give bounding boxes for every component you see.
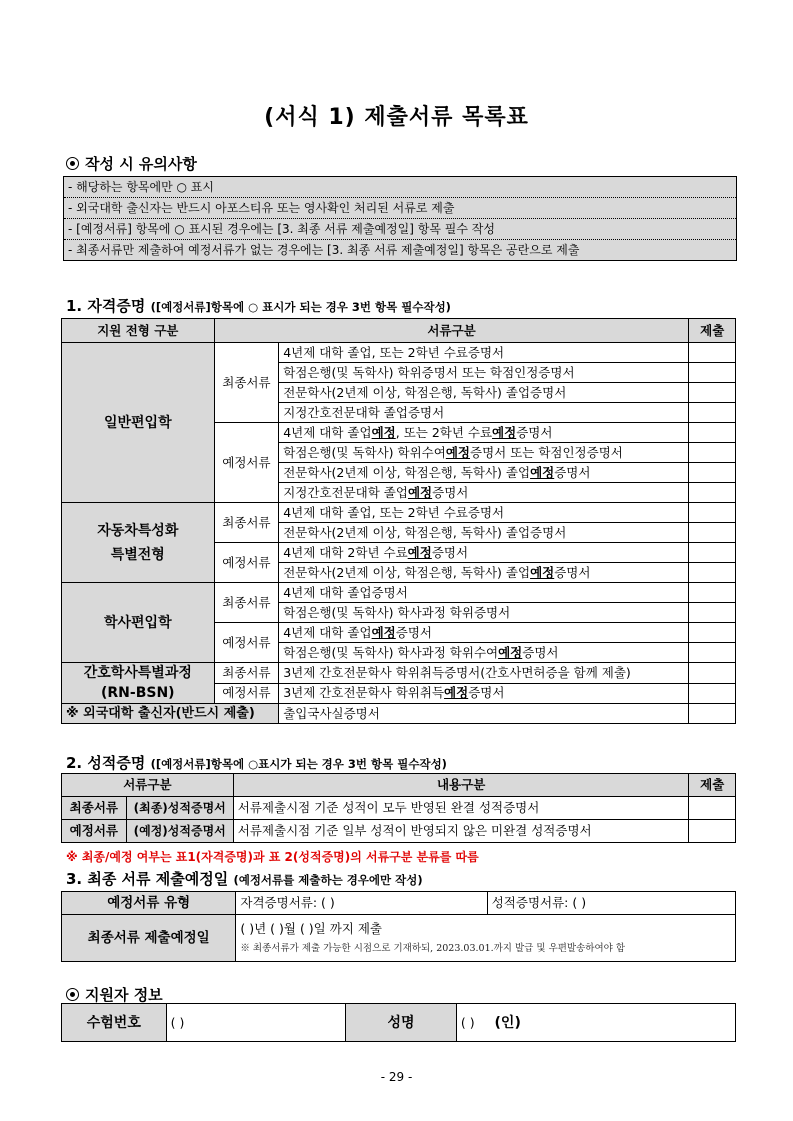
doc-row: 지정간호전문대학 졸업예정증명서 bbox=[279, 483, 689, 503]
final-label: 최종서류 bbox=[214, 503, 279, 543]
date-note: ※ 최종서류가 제출 가능한 시점으로 기재하되, 2023.03.01.까지 발급 및 우편발송하여야 함 bbox=[240, 943, 626, 954]
final-label: 최종서류 bbox=[214, 663, 279, 684]
type-label: 예정서류 유형 bbox=[62, 892, 236, 915]
final-label: 최종서류 bbox=[214, 583, 279, 623]
submit-check-cell[interactable] bbox=[689, 503, 736, 523]
expected-label: 예정서류 bbox=[62, 820, 127, 843]
doc-row: 지정간호전문대학 졸업증명서 bbox=[279, 403, 689, 423]
section3-subtitle: (예정서류를 제출하는 경우에만 작성) bbox=[233, 873, 423, 887]
expected-label: 예정서류 bbox=[214, 543, 279, 583]
grade-table bbox=[61, 773, 736, 843]
submit-check-cell[interactable] bbox=[689, 403, 736, 423]
date-field[interactable]: ( )년 ( )월 ( )일 까지 제출 bbox=[240, 921, 382, 936]
qualification-field[interactable]: 자격증명서류: ( ) bbox=[236, 892, 487, 915]
header-type: 지원 전형 구분 bbox=[62, 319, 215, 343]
header-docs: 서류구분 bbox=[214, 319, 689, 343]
date-label: 최종서류 제출예정일 bbox=[62, 915, 236, 962]
doc-name: (예정)성적증명서 bbox=[126, 820, 233, 843]
name-label: 성명 bbox=[346, 1004, 457, 1042]
section1-title bbox=[66, 295, 451, 316]
doc-row: 전문학사(2년제 이상, 학점은행, 독학사) 졸업증명서 bbox=[279, 383, 689, 403]
doc-row: 4년제 대학 2학년 수료예정증명서 bbox=[279, 543, 689, 563]
classification-note: ※ 최종/예정 여부는 표1(자격증명)과 표 2(성적증명)의 서류구분 분류를 따름 bbox=[66, 850, 479, 864]
notice-item: - 외국대학 출신자는 반드시 아포스티유 또는 영사확인 처리된 서류로 제출 bbox=[64, 198, 736, 219]
submit-check-cell[interactable] bbox=[689, 704, 736, 724]
notice-heading-text: 작성 시 유의사항 bbox=[85, 155, 197, 173]
expected-label: 예정서류 bbox=[214, 683, 279, 704]
submit-check-cell[interactable] bbox=[689, 423, 736, 443]
doc-row: 4년제 대학 졸업, 또는 2학년 수료증명서 bbox=[279, 503, 689, 523]
header-content: 내용구분 bbox=[233, 774, 689, 797]
submit-check-cell[interactable] bbox=[689, 663, 736, 684]
page-number: - 29 - bbox=[380, 1070, 413, 1084]
doc-row: 학점은행(및 독학사) 학위증명서 또는 학점인정증명서 bbox=[279, 363, 689, 383]
grade-field[interactable]: 성적증명서류: ( ) bbox=[487, 892, 735, 915]
section1-title-text: 1. 자격증명 bbox=[66, 297, 146, 315]
applicant-table bbox=[61, 1003, 736, 1042]
submit-check-cell[interactable] bbox=[689, 603, 736, 623]
final-label: 최종서류 bbox=[214, 343, 279, 423]
submit-check-cell[interactable] bbox=[689, 363, 736, 383]
bullet-circle-icon bbox=[66, 157, 79, 170]
schedule-table bbox=[61, 891, 736, 962]
doc-row: 4년제 대학 졸업, 또는 2학년 수료증명서 bbox=[279, 343, 689, 363]
doc-row: 전문학사(2년제 이상, 학점은행, 독학사) 졸업증명서 bbox=[279, 523, 689, 543]
submit-check-cell[interactable] bbox=[689, 543, 736, 563]
group-automotive: 자동차특성화 특별전형 bbox=[62, 503, 215, 583]
doc-row: 학점은행(및 독학사) 학사과정 학위수여예정증명서 bbox=[279, 643, 689, 663]
notice-item: - 해당하는 항목에만 ○ 표시 bbox=[64, 177, 736, 198]
submit-check-cell[interactable] bbox=[689, 583, 736, 603]
section3-title-text: 3. 최종 서류 제출예정일 bbox=[66, 870, 229, 888]
header-doc-kind: 서류구분 bbox=[62, 774, 234, 797]
doc-desc: 서류제출시점 기준 성적이 모두 반영된 완결 성적증명서 bbox=[233, 797, 689, 820]
doc-row: 4년제 대학 졸업예정증명서 bbox=[279, 623, 689, 643]
submit-check-cell[interactable] bbox=[689, 383, 736, 403]
group-foreign: ※ 외국대학 출신자(반드시 제출) bbox=[62, 704, 279, 724]
bullet-circle-icon bbox=[66, 988, 79, 1001]
header-submit: 제출 bbox=[689, 774, 736, 797]
submit-check-cell[interactable] bbox=[689, 623, 736, 643]
applicant-heading-text: 지원자 정보 bbox=[85, 986, 163, 1004]
group-bachelor: 학사편입학 bbox=[62, 583, 215, 663]
submit-check-cell[interactable] bbox=[689, 483, 736, 503]
exam-number-field[interactable]: ( ) bbox=[166, 1004, 346, 1042]
date-cell bbox=[236, 915, 736, 962]
submit-check-cell[interactable] bbox=[689, 463, 736, 483]
section2-title-text: 2. 성적증명 bbox=[66, 754, 146, 772]
section2-title bbox=[66, 752, 447, 773]
doc-row: 학점은행(및 독학사) 학사과정 학위증명서 bbox=[279, 603, 689, 623]
notice-heading bbox=[66, 153, 197, 174]
doc-name: (최종)성적증명서 bbox=[126, 797, 233, 820]
name-field[interactable]: ( ) (인) bbox=[456, 1004, 735, 1042]
submit-check-cell[interactable] bbox=[689, 820, 736, 843]
final-label: 최종서류 bbox=[62, 797, 127, 820]
group-nursing: 간호학사특별과정 (RN-BSN) bbox=[62, 663, 215, 704]
doc-desc: 서류제출시점 기준 일부 성적이 반영되지 않은 미완결 성적증명서 bbox=[233, 820, 689, 843]
doc-row: 출입국사실증명서 bbox=[279, 704, 689, 724]
submit-check-cell[interactable] bbox=[689, 443, 736, 463]
submit-check-cell[interactable] bbox=[689, 643, 736, 663]
seal-mark: (인) bbox=[494, 1014, 521, 1031]
page-title: (서식 1) 제출서류 목록표 bbox=[264, 105, 529, 130]
section1-subtitle: ([예정서류]항목에 ○ 표시가 되는 경우 3번 항목 필수작성) bbox=[150, 300, 451, 314]
doc-row: 3년제 간호전문학사 학위취득증명서(간호사면허증을 함께 제출) bbox=[279, 663, 689, 684]
exam-number-label: 수험번호 bbox=[62, 1004, 167, 1042]
submit-check-cell[interactable] bbox=[689, 523, 736, 543]
submit-check-cell[interactable] bbox=[689, 343, 736, 363]
section3-title bbox=[66, 868, 423, 889]
submit-check-cell[interactable] bbox=[689, 797, 736, 820]
submit-check-cell[interactable] bbox=[689, 683, 736, 704]
notice-box bbox=[63, 176, 737, 261]
notice-item: - 최종서류만 제출하여 예정서류가 없는 경우에는 [3. 최종 서류 제출예정일] 항목은 공란으로 제출 bbox=[68, 243, 580, 257]
group-general: 일반편입학 bbox=[62, 343, 215, 503]
doc-row: 4년제 대학 졸업증명서 bbox=[279, 583, 689, 603]
qualification-table bbox=[61, 318, 736, 724]
doc-row: 학점은행(및 독학사) 학위수여예정증명서 또는 학점인정증명서 bbox=[279, 443, 689, 463]
expected-label: 예정서류 bbox=[214, 423, 279, 503]
doc-row: 4년제 대학 졸업예정, 또는 2학년 수료예정증명서 bbox=[279, 423, 689, 443]
header-submit: 제출 bbox=[689, 319, 736, 343]
doc-row: 3년제 간호전문학사 학위취득예정증명서 bbox=[279, 683, 689, 704]
submit-check-cell[interactable] bbox=[689, 563, 736, 583]
doc-row: 전문학사(2년제 이상, 학점은행, 독학사) 졸업예정증명서 bbox=[279, 463, 689, 483]
section2-subtitle: ([예정서류]항목에 ○표시가 되는 경우 3번 항목 필수작성) bbox=[150, 757, 447, 771]
expected-label: 예정서류 bbox=[214, 623, 279, 663]
applicant-heading bbox=[66, 984, 163, 1005]
doc-row: 전문학사(2년제 이상, 학점은행, 독학사) 졸업예정증명서 bbox=[279, 563, 689, 583]
notice-item: - [예정서류] 항목에 ○ 표시된 경우에는 [3. 최종 서류 제출예정일] 항목 필수 작성 bbox=[64, 219, 736, 240]
